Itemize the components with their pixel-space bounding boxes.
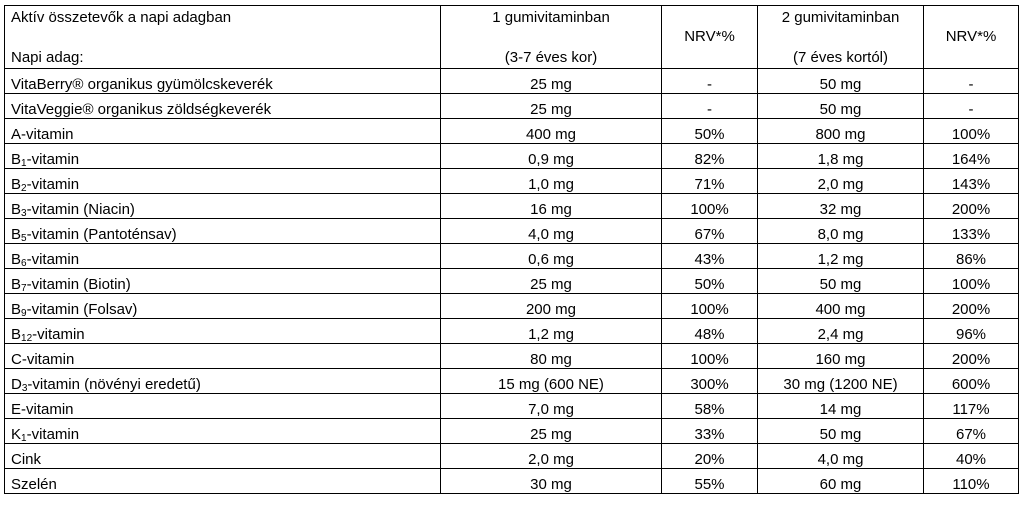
ingredient-name-text: K <box>11 426 22 443</box>
amount-two-gummies: 8,0 mg <box>758 219 924 244</box>
table-row <box>5 419 1019 444</box>
two-gummies-age: (7 éves kortól) <box>792 49 889 66</box>
nrv-one-gummy: 20% <box>662 444 758 469</box>
nrv-two-gummies: 100% <box>924 269 1019 294</box>
amount-two-gummies: 400 mg <box>758 294 924 319</box>
ingredient-name-suffix: -vitamin (növényi eredetű) <box>27 376 201 393</box>
ingredient-name-text: B <box>11 201 22 218</box>
amount-two-gummies: 1,8 mg <box>758 144 924 169</box>
header-one-gummy-cell <box>441 6 662 69</box>
amount-one-gummy: 30 mg <box>441 469 662 494</box>
nrv-one-gummy: 50% <box>662 269 758 294</box>
amount-one-gummy: 25 mg <box>441 419 662 444</box>
ingredient-name <box>5 294 441 319</box>
ingredient-name-suffix: -vitamin <box>26 251 80 268</box>
amount-two-gummies: 800 mg <box>758 119 924 144</box>
nrv-two-gummies: 200% <box>924 294 1019 319</box>
table-row <box>5 294 1019 319</box>
amount-one-gummy: 25 mg <box>441 94 662 119</box>
one-gummy-age: (3-7 éves kor) <box>504 49 598 66</box>
nrv-one-gummy: 100% <box>662 294 758 319</box>
nrv-two-gummies: 110% <box>924 469 1019 494</box>
ingredient-name <box>5 394 441 419</box>
ingredient-subscript: 9 <box>21 308 27 319</box>
amount-two-gummies: 32 mg <box>758 194 924 219</box>
one-gummy-heading: 1 gumivitaminban <box>492 9 610 26</box>
nrv-two-gummies: 133% <box>924 219 1019 244</box>
nrv-one-gummy: - <box>662 69 758 94</box>
ingredient-name-text: D <box>11 376 22 393</box>
ingredient-name <box>5 194 441 219</box>
table-row <box>5 194 1019 219</box>
amount-two-gummies: 2,4 mg <box>758 319 924 344</box>
nrv-one-gummy: 58% <box>662 394 758 419</box>
ingredient-name-text: B <box>11 226 22 243</box>
nrv-two-gummies: 164% <box>924 144 1019 169</box>
header-nrv1: NRV*% <box>662 6 758 69</box>
ingredient-name <box>5 94 441 119</box>
nrv-one-gummy: 67% <box>662 219 758 244</box>
nrv-two-gummies: 200% <box>924 194 1019 219</box>
ingredient-name <box>5 469 441 494</box>
nrv-two-gummies: 86% <box>924 244 1019 269</box>
ingredient-name-text: B <box>11 301 22 318</box>
table-row <box>5 144 1019 169</box>
nrv-two-gummies: 117% <box>924 394 1019 419</box>
amount-two-gummies: 14 mg <box>758 394 924 419</box>
table-row <box>5 369 1019 394</box>
amount-two-gummies: 50 mg <box>758 69 924 94</box>
ingredient-subscript: 3 <box>21 383 28 394</box>
table-row <box>5 344 1019 369</box>
table-row <box>5 319 1019 344</box>
ingredient-name <box>5 119 441 144</box>
table-row <box>5 244 1019 269</box>
ingredient-name-suffix: -vitamin (Niacin) <box>26 201 135 218</box>
nrv-two-gummies: 600% <box>924 369 1019 394</box>
table-row <box>5 394 1019 419</box>
ingredient-name <box>5 144 441 169</box>
ingredient-name <box>5 269 441 294</box>
ingredient-name <box>5 419 441 444</box>
amount-one-gummy: 0,6 mg <box>441 244 662 269</box>
ingredient-name-text: A-vitamin <box>11 126 74 143</box>
nrv-one-gummy: 50% <box>662 119 758 144</box>
ingredient-name-suffix: -vitamin <box>26 151 80 168</box>
amount-one-gummy: 400 mg <box>441 119 662 144</box>
ingredient-name <box>5 169 441 194</box>
ingredient-name-text: VitaVeggie® organikus zöldségkeverék <box>11 101 272 118</box>
nrv-two-gummies: 67% <box>924 419 1019 444</box>
ingredient-name <box>5 444 441 469</box>
ingredient-name-suffix: -vitamin <box>32 326 85 343</box>
amount-one-gummy: 15 mg (600 NE) <box>441 369 662 394</box>
ingredient-name <box>5 319 441 344</box>
amount-one-gummy: 4,0 mg <box>441 219 662 244</box>
ingredient-name-text: B <box>11 151 22 168</box>
ingredient-subscript: 3 <box>21 208 27 219</box>
nrv-two-gummies: 40% <box>924 444 1019 469</box>
amount-two-gummies: 30 mg (1200 NE) <box>758 369 924 394</box>
table-row <box>5 444 1019 469</box>
daily-dose-label: Napi adag: <box>11 49 84 66</box>
ingredient-subscript: 5 <box>21 233 27 244</box>
amount-one-gummy: 1,0 mg <box>441 169 662 194</box>
ingredient-name-suffix: -vitamin (Biotin) <box>26 276 131 293</box>
nrv-two-gummies: 143% <box>924 169 1019 194</box>
header-ingredient-cell <box>5 6 441 69</box>
ingredient-name-suffix: -vitamin <box>26 176 80 193</box>
ingredient-name <box>5 369 441 394</box>
table-row <box>5 94 1019 119</box>
amount-one-gummy: 25 mg <box>441 269 662 294</box>
active-ingredients-heading: Aktív összetevők a napi adagban <box>11 9 232 26</box>
header-row <box>5 6 1019 69</box>
nrv-two-gummies: 100% <box>924 119 1019 144</box>
table-row <box>5 119 1019 144</box>
nrv-two-gummies: - <box>924 94 1019 119</box>
ingredient-subscript: 12 <box>21 333 33 344</box>
amount-two-gummies: 50 mg <box>758 269 924 294</box>
amount-one-gummy: 25 mg <box>441 69 662 94</box>
table-row <box>5 169 1019 194</box>
header-nrv2: NRV*% <box>924 6 1019 69</box>
ingredient-name-text: C-vitamin <box>11 351 75 368</box>
nutrition-table <box>4 5 1019 494</box>
two-gummies-heading: 2 gumivitaminban <box>781 9 900 26</box>
amount-one-gummy: 80 mg <box>441 344 662 369</box>
ingredient-subscript: 2 <box>21 183 27 194</box>
table-row <box>5 469 1019 494</box>
table-row <box>5 219 1019 244</box>
ingredient-subscript: 7 <box>21 283 27 294</box>
amount-one-gummy: 7,0 mg <box>441 394 662 419</box>
amount-two-gummies: 60 mg <box>758 469 924 494</box>
ingredient-name-suffix: -vitamin (Folsav) <box>26 301 138 318</box>
nrv-one-gummy: 33% <box>662 419 758 444</box>
nrv-one-gummy: 100% <box>662 194 758 219</box>
amount-one-gummy: 0,9 mg <box>441 144 662 169</box>
ingredient-name-text: B <box>11 251 22 268</box>
nrv-one-gummy: 300% <box>662 369 758 394</box>
ingredient-name-text: Cink <box>11 451 42 468</box>
ingredient-name <box>5 244 441 269</box>
amount-one-gummy: 200 mg <box>441 294 662 319</box>
amount-two-gummies: 160 mg <box>758 344 924 369</box>
ingredient-name <box>5 69 441 94</box>
table-row <box>5 269 1019 294</box>
header-two-gummies-cell <box>758 6 924 69</box>
nrv-one-gummy: 43% <box>662 244 758 269</box>
amount-two-gummies: 50 mg <box>758 94 924 119</box>
ingredient-subscript: 6 <box>21 258 27 269</box>
ingredient-name-suffix: -vitamin (Pantoténsav) <box>26 226 177 243</box>
ingredient-name <box>5 219 441 244</box>
nrv-one-gummy: 71% <box>662 169 758 194</box>
ingredient-name-text: B <box>11 326 22 343</box>
ingredient-name-text: Szelén <box>11 476 57 493</box>
ingredient-name-text: B <box>11 176 22 193</box>
nrv-two-gummies: - <box>924 69 1019 94</box>
nrv-two-gummies: 200% <box>924 344 1019 369</box>
nrv-one-gummy: 100% <box>662 344 758 369</box>
nrv-two-gummies: 96% <box>924 319 1019 344</box>
table-row <box>5 69 1019 94</box>
ingredient-name-suffix: -vitamin <box>26 426 80 443</box>
amount-two-gummies: 1,2 mg <box>758 244 924 269</box>
ingredient-name-text: VitaBerry® organikus gyümölcskeverék <box>11 76 273 93</box>
amount-one-gummy: 2,0 mg <box>441 444 662 469</box>
amount-two-gummies: 2,0 mg <box>758 169 924 194</box>
nrv-one-gummy: 48% <box>662 319 758 344</box>
amount-two-gummies: 4,0 mg <box>758 444 924 469</box>
amount-one-gummy: 16 mg <box>441 194 662 219</box>
nrv-one-gummy: - <box>662 94 758 119</box>
amount-two-gummies: 50 mg <box>758 419 924 444</box>
ingredient-subscript: 1 <box>21 433 27 444</box>
ingredient-name-text: E-vitamin <box>11 401 74 418</box>
ingredient-subscript: 1 <box>21 158 27 169</box>
ingredient-name <box>5 344 441 369</box>
amount-one-gummy: 1,2 mg <box>441 319 662 344</box>
nrv-one-gummy: 82% <box>662 144 758 169</box>
ingredient-name-text: B <box>11 276 22 293</box>
nrv-one-gummy: 55% <box>662 469 758 494</box>
